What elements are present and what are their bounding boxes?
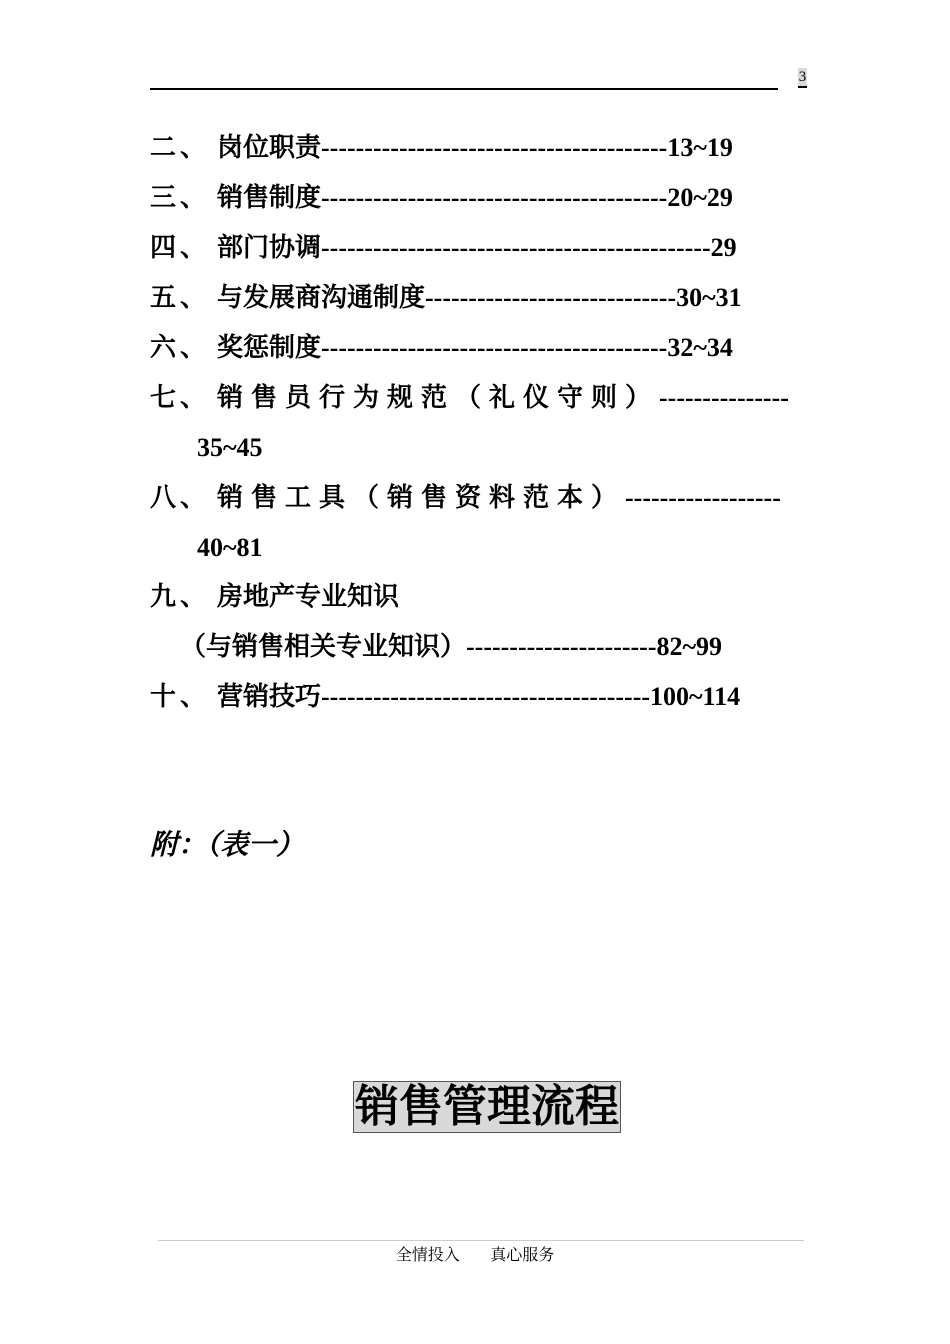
toc-entry-title: 与发展商沟通制度 [217,283,426,313]
toc-leader-dots: --------------- [659,383,789,412]
toc-leader-dots: ----------------------------- [425,283,677,312]
toc-entry-title: 岗位职责 [217,133,322,163]
toc-entry-title: 销售员行为规范（礼仪守则） [217,383,660,413]
toc-entry-number: 八、 [150,483,211,513]
toc-entry-pages: 20~29 [667,183,733,212]
toc-leader-dots: ------------------ [625,483,781,512]
toc-entry-title: 房地产专业知识 [217,582,400,612]
footer-rule [158,1240,804,1241]
toc-entry-number: 三、 [150,183,211,213]
toc-entry-pages: 82~99 [656,632,723,661]
toc-entry-pages: 30~31 [676,283,742,312]
toc-leader-dots: -------------------------------------- [321,682,651,711]
appendix-label: 附：（表一） [150,828,305,861]
toc-entry-number: 九、 [150,582,211,612]
section-title: 销售管理流程 [355,1081,619,1132]
toc-entry-7-pages: 35~45 [197,433,263,462]
toc-entry-9[interactable] [150,577,810,617]
toc-entry-6[interactable] [150,328,810,368]
toc-entry-9-subtitle-line[interactable] [180,627,800,667]
footer-slogan: 全情投入 真心服务 [395,1245,555,1264]
toc-entry-7[interactable] [150,378,810,418]
toc-entry-number: 十、 [150,682,211,712]
toc-entry-8[interactable] [150,478,810,518]
toc-entry-number: 五、 [150,283,211,313]
toc-entry-subtitle: （与销售相关专业知识） [180,632,467,662]
toc-entry-title: 奖惩制度 [217,333,322,363]
toc-entry-title: 营销技巧 [217,682,322,712]
toc-entry-5[interactable] [150,278,810,318]
toc-entry-number: 二、 [150,133,211,163]
toc-leader-dots: ---------------------- [466,632,657,661]
header-rule [150,88,778,90]
toc-entry-pages: 13~19 [667,133,733,162]
toc-entry-title: 销售制度 [217,183,322,213]
toc-entry-number: 七、 [150,383,211,413]
toc-leader-dots: ---------------------------------------- [321,133,668,162]
toc-entry-number: 六、 [150,333,211,363]
toc-entry-pages: 29 [710,233,737,262]
toc-leader-dots: ---------------------------------------- [321,333,668,362]
toc-entry-number: 四、 [150,233,211,263]
toc-entry-2[interactable] [150,128,810,168]
toc-entry-4[interactable] [150,228,810,268]
toc-entry-title: 部门协调 [217,233,322,263]
toc-entry-pages: 100~114 [650,682,741,711]
toc-entry-title: 销售工具（销售资料范本） [217,483,626,513]
toc-entry-3[interactable] [150,178,810,218]
toc-entry-8-pages: 40~81 [197,533,263,562]
toc-entry-pages: 32~34 [667,333,733,362]
toc-entry-10[interactable] [150,677,810,717]
toc-leader-dots: --------------------------------------------- [321,233,711,262]
page-number: 3 [798,68,807,88]
toc-leader-dots: ---------------------------------------- [321,183,668,212]
